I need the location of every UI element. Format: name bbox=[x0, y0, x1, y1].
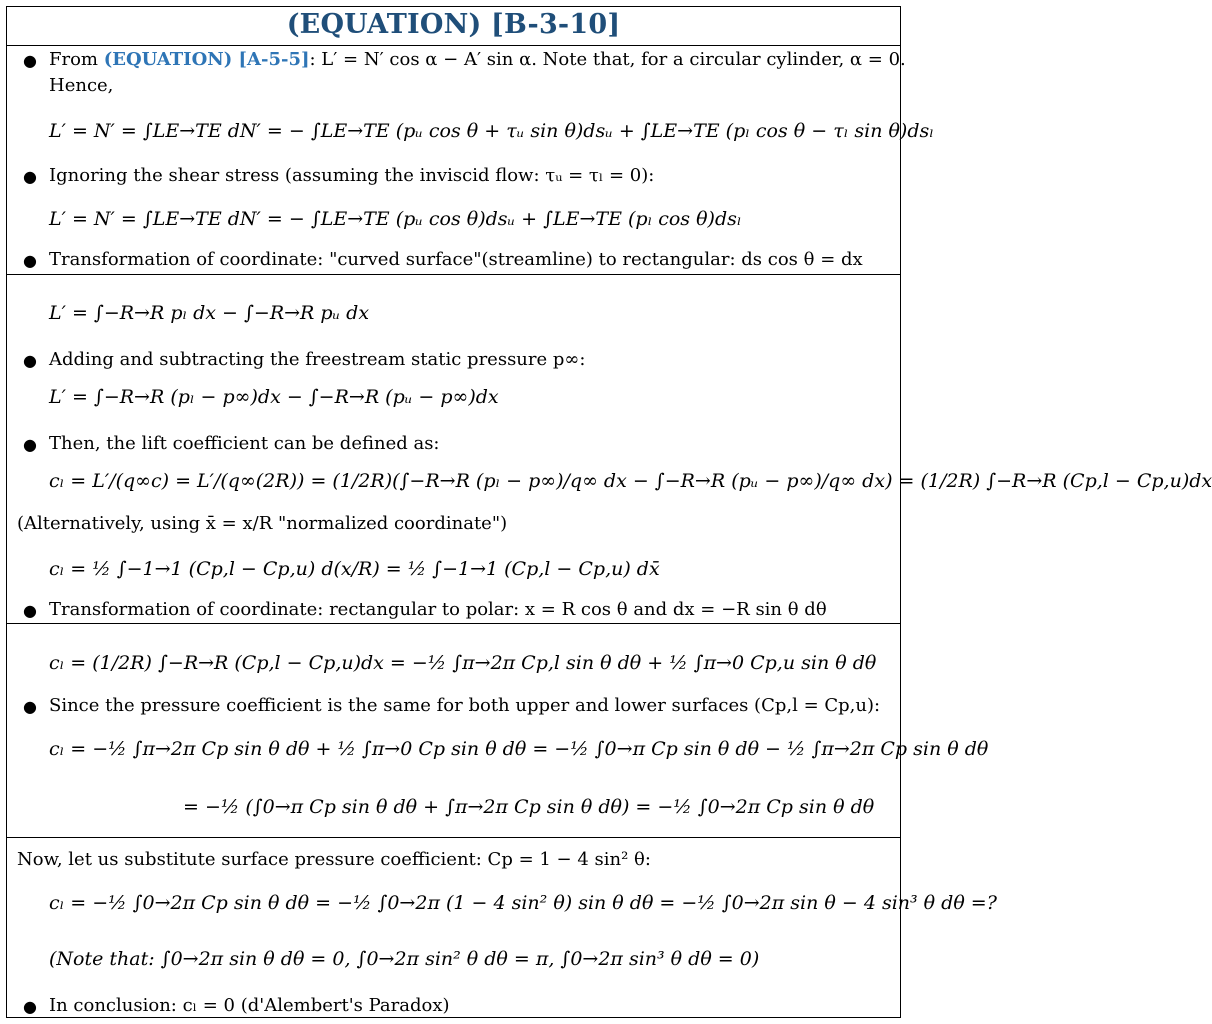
equation: L′ = ∫−R→R (pₗ − p∞)dx − ∫−R→R (pᵤ − p∞)dx bbox=[49, 386, 499, 408]
equation: cₗ = ½ ∫−1→1 (Cp,l − Cp,u) d(x/R) = ½ ∫−1→1 (Cp,l − Cp,u) dx̄ bbox=[49, 558, 660, 580]
equation: cₗ = (1/2R) ∫−R→R (Cp,l − Cp,u)dx = −½ ∫π→2π Cp,l sin θ dθ + ½ ∫π→0 Cp,u sin θ dθ bbox=[49, 652, 877, 674]
bullet-icon: ● bbox=[23, 435, 37, 454]
equation-box bbox=[6, 6, 1212, 1018]
bullet-text: Since the pressure coefficient is the same for both upper and lower surfaces (Cp,l = Cp,u): bbox=[49, 695, 881, 716]
equation-link[interactable]: (EQUATION) [A-5-5] bbox=[103, 49, 310, 70]
bullet-icon: ● bbox=[23, 51, 37, 70]
equation: cₗ = −½ ∫π→2π Cp sin θ dθ + ½ ∫π→0 Cp sin θ dθ = −½ ∫0→π Cp sin θ dθ − ½ ∫π→2π Cp sin θ dθ bbox=[49, 738, 989, 760]
bullet-text-continued: Hence, bbox=[49, 75, 114, 96]
divider bbox=[7, 623, 900, 624]
bullet-icon: ● bbox=[23, 697, 37, 716]
bullet-text: Ignoring the shear stress (assuming the inviscid flow: τᵤ = τₗ = 0): bbox=[49, 165, 655, 186]
conclusion-text: In conclusion: cₗ = 0 (d'Alembert's Paradox) bbox=[49, 995, 450, 1016]
note-text: (Alternatively, using x̄ = x/R "normalized coordinate") bbox=[17, 513, 508, 534]
bullet-icon: ● bbox=[23, 601, 37, 620]
bullet-icon: ● bbox=[23, 997, 37, 1016]
equation-note: (Note that: ∫0→2π sin θ dθ = 0, ∫0→2π sin² θ dθ = π, ∫0→2π sin³ θ dθ = 0) bbox=[49, 948, 760, 970]
bullet-text: Adding and subtracting the freestream static pressure p∞: bbox=[49, 349, 586, 370]
bullet-text: Transformation of coordinate: rectangular to polar: x = R cos θ and dx = −R sin θ dθ bbox=[49, 599, 827, 620]
equation: cₗ = L′/(q∞c) = L′/(q∞(2R)) = (1/2R)(∫−R→R (pₗ − p∞)/q∞ dx − ∫−R→R (pᵤ − p∞)/q∞ dx) = (1/2R) ∫−R→R (Cp,l − Cp,u)dx bbox=[49, 470, 1212, 492]
bullet-icon: ● bbox=[23, 167, 37, 186]
equation: L′ = ∫−R→R pₗ dx − ∫−R→R pᵤ dx bbox=[49, 302, 370, 324]
bullet-text: Then, the lift coefficient can be defined as: bbox=[49, 433, 440, 454]
divider bbox=[7, 45, 900, 46]
equation: L′ = N′ = ∫LE→TE dN′ = − ∫LE→TE (pᵤ cos θ)dsᵤ + ∫LE→TE (pₗ cos θ)dsₗ bbox=[49, 208, 742, 230]
bullet-text: Transformation of coordinate: "curved surface"(streamline) to rectangular: ds cos θ = dx bbox=[49, 249, 863, 270]
divider bbox=[7, 837, 900, 838]
equation: cₗ = −½ ∫0→2π Cp sin θ dθ = −½ ∫0→2π (1 − 4 sin² θ) sin θ dθ = −½ ∫0→2π sin θ − 4 sin³ θ dθ =? bbox=[49, 892, 997, 914]
page-title: (EQUATION) [B-3-10] bbox=[286, 9, 621, 40]
intro-text: Now, let us substitute surface pressure coefficient: Cp = 1 − 4 sin² θ: bbox=[17, 849, 651, 870]
equation: L′ = N′ = ∫LE→TE dN′ = − ∫LE→TE (pᵤ cos θ + τᵤ sin θ)dsᵤ + ∫LE→TE (pₗ cos θ − τₗ sin θ)dsₗ bbox=[49, 120, 934, 142]
bullet-icon: ● bbox=[23, 351, 37, 370]
bullet-text: From (EQUATION) [A-5-5]: L′ = N′ cos α − A′ sin α. Note that, for a circular cylinder, α = 0. bbox=[49, 49, 906, 70]
bullet-icon: ● bbox=[23, 251, 37, 270]
divider bbox=[7, 274, 900, 275]
equation: = −½ (∫0→π Cp sin θ dθ + ∫π→2π Cp sin θ dθ) = −½ ∫0→2π Cp sin θ dθ bbox=[183, 796, 875, 818]
